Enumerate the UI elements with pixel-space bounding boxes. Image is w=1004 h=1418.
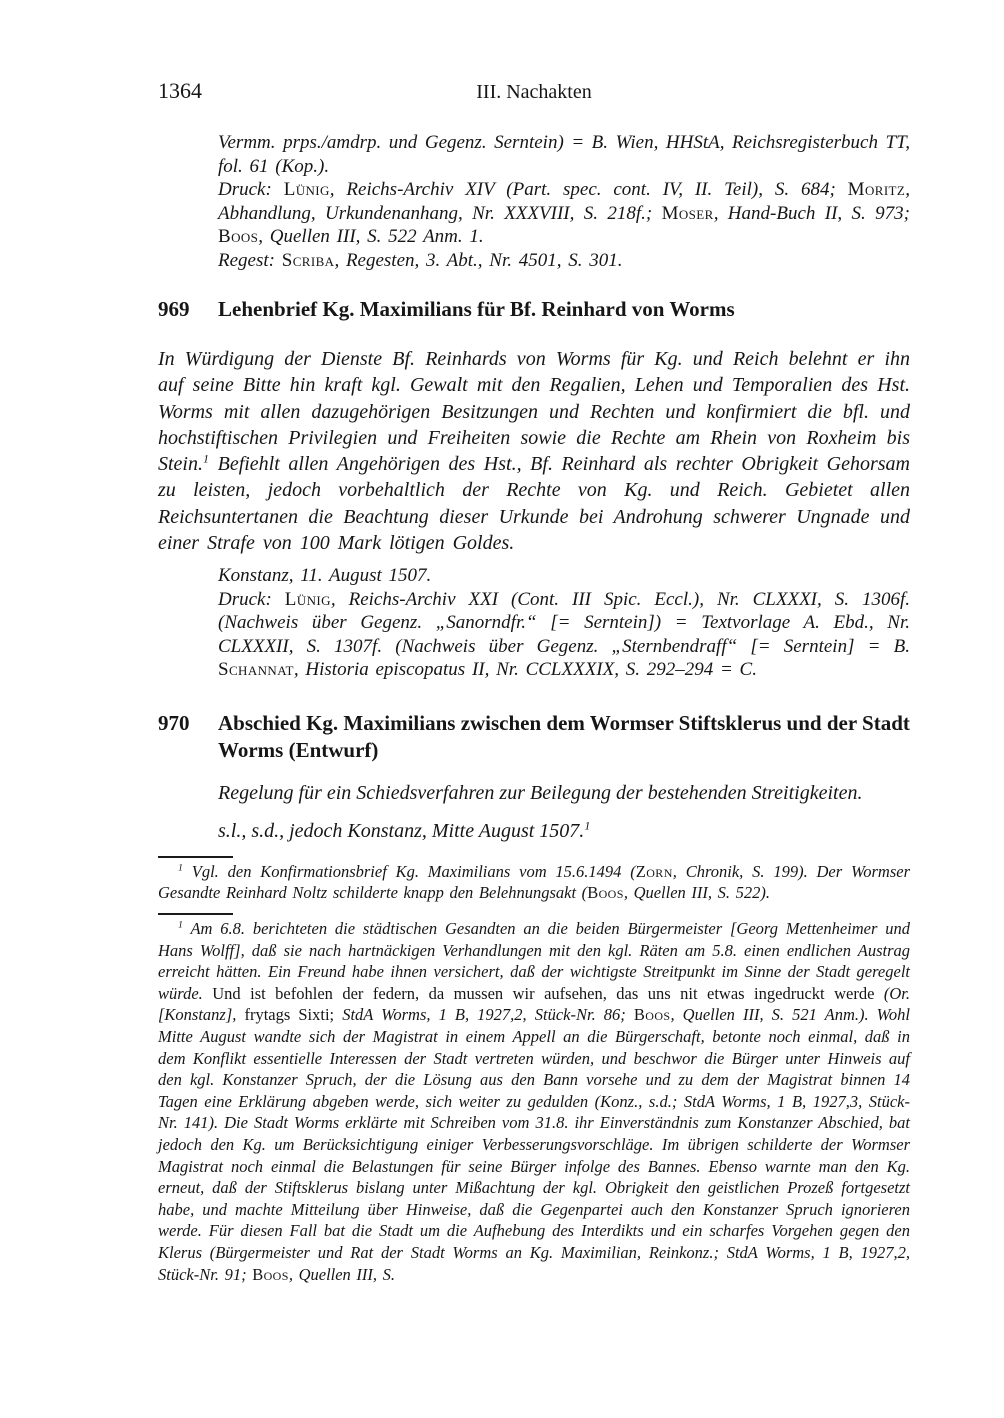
entry-970-heading [158, 710, 910, 764]
entry-969-summary: In Würdigung der Dienste Bf. Reinhards von Worms für Kg. und Reich belehnt er ihn auf seine Bitte hin kraft kgl. Gewalt mit den Regalien, Lehen und Temporalien des Hst. Worms mit allen dazugehörigen Besitzungen und Rechten und konfirmiert die bfl. und hochstiftischen Privilegien und Freiheiten sowie die Rechte am Rhein von Roxheim bis Stein.$^1$ Befiehlt allen Angehörigen des Hst., Bf. Reinhard als rechter Obrigkeit Gehorsam zu leisten, jedoch vorbehaltlich der Rechte von Kg. und Reich. Gebietet allen Reichsuntertanen die Beachtung dieser Urkunde bei Androhung schwerer Ungnade und einer Strafe von 100 Mark lötigen Goldes. [158, 348, 910, 555]
footnote-separator-rule [158, 913, 233, 915]
source-paragraph-druck: Druck: Lünig, Reichs-Archiv XIV (Part. spec. cont. IV, II. Teil), S. 684; Moritz, Abhandlung, Urkundenanhang, Nr. XXXVIII, S. 218f.; Moser, Hand-Buch II, S. 973; Boos, Quellen III, S. 522 Anm. 1. [218, 179, 910, 247]
footnote-969-1: $^1$ Vgl. den Konfirmationsbrief Kg. Maximilians vom 15.6.1494 (Zorn, Chronik, S. 199). Der Wormser Gesandte Reinhard Noltz schilderte knapp den Belehnungsakt (Boos, Quellen III, S. 522). [158, 861, 910, 903]
footnote-separator-rule [158, 856, 233, 858]
entry-969-date-line: Konstanz, 11. August 1507. [218, 565, 432, 587]
entry-969-druck-citation: Druck: Lünig, Reichs-Archiv XXI (Cont. III Spic. Eccl.), Nr. CLXXXI, S. 1306f. (Nachweis über Gegenz. „Sanorndfr.“ [= Serntein]) = Textvorlage A. Ebd., Nr. CLXXXII, S. 1307f. (Nachweis über Gegenz. „Sternbendraff“ [= Serntein] = B. Schannat, Historia episcopatus II, Nr. CCLXXXIX, S. 292–294 = C. [218, 588, 910, 681]
source-paragraph-regest: Regest: Scriba, Regesten, 3. Abt., Nr. 4501, S. 301. [218, 249, 623, 271]
entry-970-number: 970 [158, 710, 190, 735]
entry-969-source-block [218, 564, 910, 682]
running-title: III. Nachakten [476, 81, 592, 103]
text-column [158, 0, 910, 1285]
footnote-970-1: $^1$ Am 6.8. berichteten die städtischen Gesandten an die beiden Bürgermeister [Georg Mettenheimer und Hans Wolff], daß sie nach hartnäckigen Verhandlungen mit den kgl. Räten am 5.8. einen endlichen Austrag erreicht hätten. Ein Freund habe ihnen versichert, daß der wichtigste Streitpunkt im Sinne der Stadt geregelt würde. Und ist befohlen der federn, da mussen wir aufsehen, das uns nit etwas ingedruckt werde (Or. [Konstanz], frytags Sixti; StdA Worms, 1 B, 1927,2, Stück-Nr. 86; Boos, Quellen III, S. 521 Anm.). Wohl Mitte August wandte sich der Magistrat in einem Appell an die Bürgerschaft, betonte noch einmal, daß in dem Konflikt essentielle Interessen der Stadt vertreten würden, und beschwor die Bürger unter Hinweis auf den kgl. Konstanzer Spruch, der die Lösung aus den Bann vorsehe und zu dem der Magistrat binnen 14 Tagen eine Erklärung abgeben werde, sich weiter zu gedulden (Konz., s.d.; StdA Worms, 1 B, 1927,3, Stück-Nr. 141). Die Stadt Worms erklärte mit Schreiben vom 31.8. ihr Einverständnis zum Konstanzer Abschied, bat jedoch den Kg. um Berücksichtigung einiger Verbesserungsvorschläge. Im übrigen schilderte der Wormser Magistrat noch einmal die Belastungen für seine Bürger infolge des Bannes. Ebenso warnte man den Kg. erneut, daß der Stiftsklerus bislang unter Mißachtung der kgl. Obrigkeit den geistlichen Prozeß fortgesetzt habe, und machte Mitteilung über Hinweise, daß die Gegenpartei auch den Konstanzer Spruch ignorieren werde. Für diesen Fall bat die Stadt um die Aufhebung des Interdikts und ein scharfes Vorgehen gegen den Klerus (Bürgermeister und Rat der Stadt Worms an Kg. Maximilian, Reinkonz.; StdA Worms, 1 B, 1927,2, Stück-Nr. 91; Boos, Quellen III, S. [158, 919, 910, 1284]
entry-969-heading [158, 296, 910, 323]
page-header [158, 78, 910, 104]
carryover-source-block [218, 131, 910, 272]
entry-969-number: 969 [158, 297, 190, 321]
entry-970-title: Abschied Kg. Maximilians zwischen dem Wormser Stiftsklerus und der Stadt Worms (Entwurf) [218, 710, 910, 762]
page-number: 1364 [158, 78, 202, 103]
source-paragraph-vermerk: Vermm. prps./amdrp. und Gegenz. Serntein) = B. Wien, HHStA, Reichsregisterbuch TT, fol. 61 (Kop.). [218, 132, 910, 177]
entry-969-title: Lehenbrief Kg. Maximilians für Bf. Reinhard von Worms [218, 297, 735, 321]
entry-970-date-line: s.l., s.d., jedoch Konstanz, Mitte August 1507.$^1$ [218, 818, 591, 842]
entry-970-summary: Regelung für ein Schiedsverfahren zur Beilegung der bestehenden Streitigkeiten. [218, 781, 863, 804]
